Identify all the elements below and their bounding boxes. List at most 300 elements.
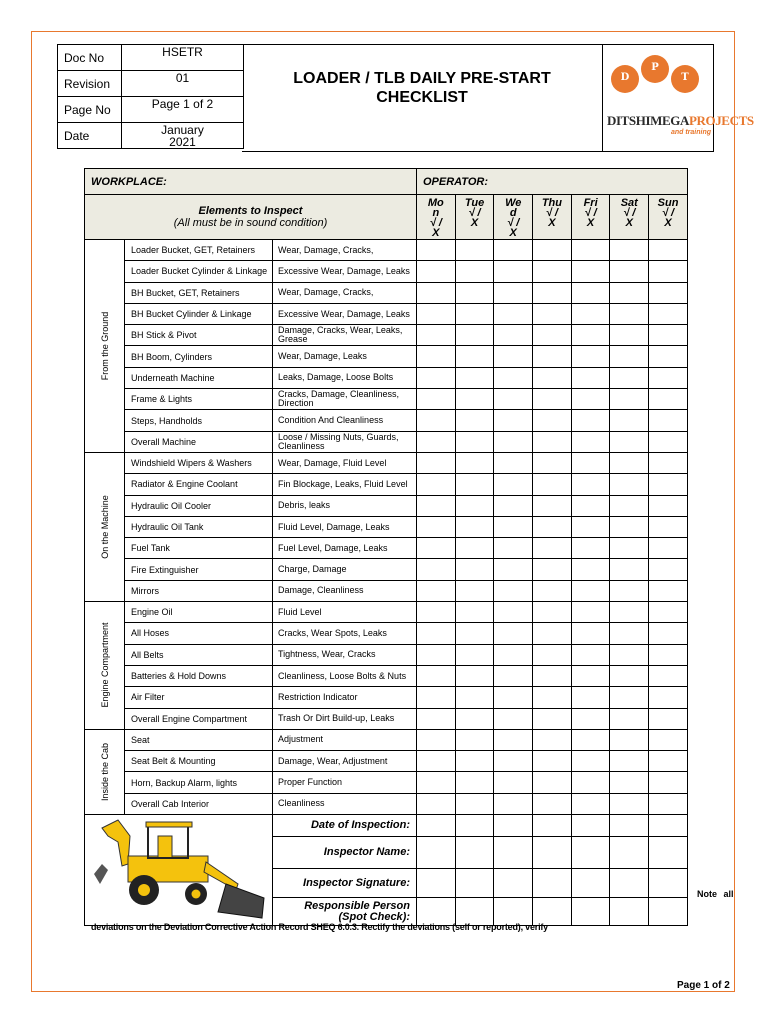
day-check-cell[interactable]	[417, 431, 456, 452]
day-check-cell[interactable]	[610, 729, 649, 750]
check-criteria: Fluid Level	[273, 602, 417, 623]
day-check-cell[interactable]	[494, 623, 533, 644]
day-check-cell[interactable]	[610, 410, 649, 431]
day-check-cell[interactable]	[610, 751, 649, 772]
day-check-cell[interactable]	[610, 538, 649, 559]
day-check-cell[interactable]	[649, 431, 688, 452]
day-check-cell[interactable]	[494, 282, 533, 303]
element-name: All Hoses	[125, 623, 273, 644]
day-check-cell[interactable]	[649, 346, 688, 367]
checklist-row	[85, 367, 688, 388]
day-check-cell[interactable]	[455, 665, 494, 686]
day-check-cell[interactable]	[494, 665, 533, 686]
day-check-cell[interactable]	[649, 538, 688, 559]
day-column-header: Mo n √ / X	[417, 195, 456, 240]
day-check-cell[interactable]	[533, 644, 572, 665]
day-check-cell[interactable]	[571, 516, 610, 537]
signoff-cell[interactable]	[455, 837, 494, 869]
day-check-cell[interactable]	[494, 325, 533, 346]
checklist-row	[85, 495, 688, 516]
day-check-cell[interactable]	[533, 346, 572, 367]
day-check-cell[interactable]	[533, 303, 572, 324]
day-check-cell[interactable]	[649, 282, 688, 303]
day-check-cell[interactable]	[494, 602, 533, 623]
day-check-cell[interactable]	[494, 538, 533, 559]
day-check-cell[interactable]	[610, 431, 649, 452]
day-check-cell[interactable]	[455, 410, 494, 431]
day-check-cell[interactable]	[455, 261, 494, 282]
day-check-cell[interactable]	[494, 261, 533, 282]
checklist-row	[85, 708, 688, 729]
check-criteria: Tightness, Wear, Cracks	[273, 644, 417, 665]
info-row	[58, 45, 244, 71]
check-criteria: Charge, Damage	[273, 559, 417, 580]
day-check-cell[interactable]	[649, 793, 688, 814]
day-check-cell[interactable]	[417, 751, 456, 772]
day-check-cell[interactable]	[533, 261, 572, 282]
day-check-cell[interactable]	[649, 261, 688, 282]
day-check-cell[interactable]	[571, 623, 610, 644]
day-check-cell[interactable]	[649, 367, 688, 388]
signoff-cell[interactable]	[455, 869, 494, 898]
check-criteria: Damage, Cracks, Wear, Leaks, Grease	[273, 325, 417, 346]
day-check-cell[interactable]	[649, 559, 688, 580]
day-check-cell[interactable]	[649, 325, 688, 346]
day-check-cell[interactable]	[417, 389, 456, 410]
info-label: Date	[58, 123, 122, 149]
day-check-cell[interactable]	[417, 367, 456, 388]
elements-subtitle: (All must be in sound condition)	[173, 217, 328, 229]
day-check-cell[interactable]	[649, 665, 688, 686]
section-label: Engine Compartment	[99, 622, 110, 708]
day-check-cell[interactable]	[649, 623, 688, 644]
day-check-cell[interactable]	[533, 495, 572, 516]
day-check-cell[interactable]	[455, 687, 494, 708]
section-label-cell	[85, 452, 125, 601]
day-check-cell[interactable]	[649, 772, 688, 793]
day-check-cell[interactable]	[610, 261, 649, 282]
day-check-cell[interactable]	[533, 772, 572, 793]
day-check-cell[interactable]	[610, 367, 649, 388]
day-check-cell[interactable]	[494, 793, 533, 814]
signoff-cell[interactable]	[417, 815, 456, 837]
day-check-cell[interactable]	[533, 751, 572, 772]
check-criteria: Leaks, Damage, Loose Bolts	[273, 367, 417, 388]
day-check-cell[interactable]	[533, 240, 572, 261]
day-check-cell[interactable]	[610, 772, 649, 793]
day-check-cell[interactable]	[455, 346, 494, 367]
signoff-cell[interactable]	[417, 869, 456, 898]
day-check-cell[interactable]	[455, 708, 494, 729]
day-check-cell[interactable]	[571, 367, 610, 388]
day-check-cell[interactable]	[455, 431, 494, 452]
day-check-cell[interactable]	[649, 644, 688, 665]
day-check-cell[interactable]	[455, 580, 494, 601]
check-criteria: Debris, leaks	[273, 495, 417, 516]
day-check-cell[interactable]	[649, 303, 688, 324]
check-criteria: Trash Or Dirt Build-up, Leaks	[273, 708, 417, 729]
day-check-cell[interactable]	[455, 325, 494, 346]
signoff-cell[interactable]	[610, 815, 649, 837]
title-area	[242, 44, 602, 152]
day-check-cell[interactable]	[455, 559, 494, 580]
column-header-row	[85, 195, 688, 240]
day-check-cell[interactable]	[610, 708, 649, 729]
day-check-cell[interactable]	[610, 644, 649, 665]
day-check-cell[interactable]	[649, 751, 688, 772]
day-check-cell[interactable]	[494, 303, 533, 324]
day-check-cell[interactable]	[494, 367, 533, 388]
checklist-row	[85, 559, 688, 580]
day-check-cell[interactable]	[610, 325, 649, 346]
day-check-cell[interactable]	[649, 580, 688, 601]
day-check-cell[interactable]	[455, 303, 494, 324]
day-check-cell[interactable]	[417, 516, 456, 537]
check-criteria: Wear, Damage, Leaks	[273, 346, 417, 367]
day-check-cell[interactable]	[610, 346, 649, 367]
day-check-cell[interactable]	[649, 495, 688, 516]
check-criteria: Wear, Damage, Fluid Level	[273, 452, 417, 473]
document-title	[242, 69, 602, 107]
day-check-cell[interactable]	[417, 708, 456, 729]
day-check-cell[interactable]	[417, 240, 456, 261]
day-check-cell[interactable]	[455, 516, 494, 537]
signoff-cell[interactable]	[417, 837, 456, 869]
note-all-text: Note all	[697, 889, 734, 899]
element-name: BH Boom, Cylinders	[125, 346, 273, 367]
day-check-cell[interactable]	[417, 793, 456, 814]
day-check-cell[interactable]	[494, 410, 533, 431]
day-check-cell[interactable]	[571, 644, 610, 665]
day-check-cell[interactable]	[417, 410, 456, 431]
day-check-cell[interactable]	[571, 793, 610, 814]
signoff-cell[interactable]	[610, 898, 649, 926]
section-label: Inside the Cab	[99, 742, 110, 801]
day-check-cell[interactable]	[417, 559, 456, 580]
day-check-cell[interactable]	[455, 367, 494, 388]
day-check-cell[interactable]	[571, 303, 610, 324]
signoff-cell[interactable]	[610, 837, 649, 869]
checklist-row	[85, 261, 688, 282]
day-check-cell[interactable]	[417, 623, 456, 644]
day-check-cell[interactable]	[417, 580, 456, 601]
logo-tagline: and training	[670, 129, 711, 136]
day-column-header: Sat √ / X	[610, 195, 649, 240]
day-check-cell[interactable]	[455, 474, 494, 495]
day-check-cell[interactable]	[533, 665, 572, 686]
day-column-header: Thu √ / X	[533, 195, 572, 240]
day-check-cell[interactable]	[533, 516, 572, 537]
logo-letter: D	[620, 72, 630, 83]
element-name: Loader Bucket, GET, Retainers	[125, 240, 273, 261]
element-name: Horn, Backup Alarm, lights	[125, 772, 273, 793]
day-check-cell[interactable]	[417, 602, 456, 623]
day-check-cell[interactable]	[494, 687, 533, 708]
day-check-cell[interactable]	[610, 623, 649, 644]
section-label-cell	[85, 602, 125, 730]
check-criteria: Proper Function	[273, 772, 417, 793]
checklist-row	[85, 751, 688, 772]
day-check-cell[interactable]	[533, 410, 572, 431]
check-criteria: Loose / Missing Nuts, Guards, Cleanliness	[273, 431, 417, 452]
day-check-cell[interactable]	[417, 729, 456, 750]
day-check-cell[interactable]	[649, 240, 688, 261]
element-name: Steps, Handholds	[125, 410, 273, 431]
signoff-cell[interactable]	[533, 869, 572, 898]
day-check-cell[interactable]	[417, 261, 456, 282]
day-check-cell[interactable]	[455, 389, 494, 410]
day-check-cell[interactable]	[610, 580, 649, 601]
day-check-cell[interactable]	[649, 410, 688, 431]
signoff-cell[interactable]	[494, 837, 533, 869]
day-check-cell[interactable]	[649, 602, 688, 623]
day-check-cell[interactable]	[571, 538, 610, 559]
workplace-field[interactable]: WORKPLACE:	[85, 169, 417, 195]
day-check-cell[interactable]	[494, 495, 533, 516]
signoff-cell[interactable]	[649, 869, 688, 898]
day-check-cell[interactable]	[533, 452, 572, 473]
day-check-cell[interactable]	[533, 282, 572, 303]
day-check-cell[interactable]	[494, 559, 533, 580]
day-column-header: We d √ / X	[494, 195, 533, 240]
backhoe-loader-image	[88, 814, 268, 922]
logo-name-a: DITSHIMEGA	[607, 113, 689, 128]
day-check-cell[interactable]	[571, 452, 610, 473]
check-criteria: Condition And Cleanliness	[273, 410, 417, 431]
signoff-cell[interactable]	[571, 898, 610, 926]
day-check-cell[interactable]	[610, 240, 649, 261]
day-check-cell[interactable]	[571, 729, 610, 750]
info-value: HSETR	[122, 45, 244, 71]
day-check-cell[interactable]	[571, 751, 610, 772]
day-check-cell[interactable]	[610, 282, 649, 303]
day-check-cell[interactable]	[533, 623, 572, 644]
day-check-cell[interactable]	[571, 389, 610, 410]
day-check-cell[interactable]	[455, 538, 494, 559]
day-check-cell[interactable]	[649, 516, 688, 537]
section-label-cell	[85, 729, 125, 814]
element-name: Fire Extinguisher	[125, 559, 273, 580]
signoff-cell[interactable]	[610, 869, 649, 898]
day-check-cell[interactable]	[455, 772, 494, 793]
info-value: January 2021	[122, 123, 244, 149]
day-check-cell[interactable]	[571, 708, 610, 729]
element-name: Overall Machine	[125, 431, 273, 452]
day-check-cell[interactable]	[494, 644, 533, 665]
check-criteria: Restriction Indicator	[273, 687, 417, 708]
signoff-cell[interactable]	[533, 815, 572, 837]
signoff-cell[interactable]	[649, 898, 688, 926]
signoff-cell[interactable]	[571, 815, 610, 837]
day-check-cell[interactable]	[610, 602, 649, 623]
day-check-cell[interactable]	[571, 282, 610, 303]
day-check-cell[interactable]	[649, 729, 688, 750]
day-check-cell[interactable]	[494, 580, 533, 601]
checklist-row	[85, 389, 688, 410]
day-check-cell[interactable]	[455, 729, 494, 750]
day-check-cell[interactable]	[649, 687, 688, 708]
day-check-cell[interactable]	[455, 751, 494, 772]
day-check-cell[interactable]	[610, 389, 649, 410]
signoff-cell[interactable]	[571, 837, 610, 869]
day-check-cell[interactable]	[455, 602, 494, 623]
day-check-cell[interactable]	[610, 559, 649, 580]
element-name: Batteries & Hold Downs	[125, 665, 273, 686]
day-check-cell[interactable]	[649, 708, 688, 729]
day-check-cell[interactable]	[533, 559, 572, 580]
day-check-cell[interactable]	[649, 474, 688, 495]
day-check-cell[interactable]	[571, 495, 610, 516]
checklist-row	[85, 516, 688, 537]
day-check-cell[interactable]	[455, 623, 494, 644]
day-check-cell[interactable]	[571, 261, 610, 282]
elements-title: Elements to Inspect	[198, 205, 303, 217]
day-check-cell[interactable]	[494, 751, 533, 772]
day-check-cell[interactable]	[533, 602, 572, 623]
day-check-cell[interactable]	[417, 772, 456, 793]
element-name: Overall Cab Interior	[125, 793, 273, 814]
element-name: BH Bucket, GET, Retainers	[125, 282, 273, 303]
check-criteria: Damage, Wear, Adjustment	[273, 751, 417, 772]
info-label: Page No	[58, 97, 122, 123]
day-check-cell[interactable]	[494, 389, 533, 410]
checklist-row	[85, 474, 688, 495]
day-check-cell[interactable]	[417, 452, 456, 473]
signoff-label: Date of Inspection:	[273, 815, 417, 837]
signoff-cell[interactable]	[494, 869, 533, 898]
day-check-cell[interactable]	[610, 474, 649, 495]
day-check-cell[interactable]	[417, 303, 456, 324]
day-check-cell[interactable]	[533, 708, 572, 729]
day-check-cell[interactable]	[571, 580, 610, 601]
day-check-cell[interactable]	[533, 580, 572, 601]
day-check-cell[interactable]	[571, 474, 610, 495]
check-criteria: Cleanliness, Loose Bolts & Nuts	[273, 665, 417, 686]
day-check-cell[interactable]	[417, 687, 456, 708]
element-name: Fuel Tank	[125, 538, 273, 559]
info-label: Doc No	[58, 45, 122, 71]
day-check-cell[interactable]	[571, 325, 610, 346]
element-name: Loader Bucket Cylinder & Linkage	[125, 261, 273, 282]
element-name: Mirrors	[125, 580, 273, 601]
day-check-cell[interactable]	[494, 452, 533, 473]
title-line-1: LOADER / TLB DAILY PRE-START	[293, 70, 551, 87]
day-check-cell[interactable]	[417, 665, 456, 686]
day-check-cell[interactable]	[417, 495, 456, 516]
day-check-cell[interactable]	[417, 474, 456, 495]
day-check-cell[interactable]	[610, 452, 649, 473]
day-check-cell[interactable]	[533, 538, 572, 559]
day-check-cell[interactable]	[455, 793, 494, 814]
day-check-cell[interactable]	[610, 516, 649, 537]
day-check-cell[interactable]	[571, 559, 610, 580]
signoff-cell[interactable]	[571, 869, 610, 898]
day-check-cell[interactable]	[533, 325, 572, 346]
operator-field[interactable]: OPERATOR:	[417, 169, 688, 195]
day-check-cell[interactable]	[494, 431, 533, 452]
signoff-cell[interactable]	[533, 837, 572, 869]
checklist-table	[84, 168, 688, 926]
day-check-cell[interactable]	[649, 452, 688, 473]
day-check-cell[interactable]	[417, 346, 456, 367]
signoff-cell[interactable]	[494, 815, 533, 837]
logo-letter: P	[651, 62, 659, 73]
day-check-cell[interactable]	[533, 431, 572, 452]
day-check-cell[interactable]	[610, 495, 649, 516]
day-check-cell[interactable]	[494, 346, 533, 367]
document-info-table	[57, 44, 244, 149]
check-criteria: Cleanliness	[273, 793, 417, 814]
day-check-cell[interactable]	[571, 602, 610, 623]
day-check-cell[interactable]	[533, 729, 572, 750]
day-check-cell[interactable]	[494, 708, 533, 729]
day-column-header: Tue √ / X	[455, 195, 494, 240]
day-check-cell[interactable]	[455, 495, 494, 516]
day-check-cell[interactable]	[417, 325, 456, 346]
day-check-cell[interactable]	[610, 793, 649, 814]
day-check-cell[interactable]	[649, 389, 688, 410]
signoff-cell[interactable]	[455, 815, 494, 837]
gear-icon	[641, 55, 669, 83]
signoff-label: Inspector Signature:	[273, 869, 417, 898]
day-check-cell[interactable]	[533, 389, 572, 410]
day-check-cell[interactable]	[455, 452, 494, 473]
day-check-cell[interactable]	[494, 772, 533, 793]
day-check-cell[interactable]	[571, 431, 610, 452]
check-criteria: Fluid Level, Damage, Leaks	[273, 516, 417, 537]
day-check-cell[interactable]	[494, 729, 533, 750]
day-check-cell[interactable]	[417, 644, 456, 665]
day-check-cell[interactable]	[455, 644, 494, 665]
element-name: BH Stick & Pivot	[125, 325, 273, 346]
check-criteria: Wear, Damage, Cracks,	[273, 240, 417, 261]
day-check-cell[interactable]	[417, 282, 456, 303]
day-check-cell[interactable]	[610, 665, 649, 686]
day-check-cell[interactable]	[610, 687, 649, 708]
element-name: Hydraulic Oil Tank	[125, 516, 273, 537]
day-check-cell[interactable]	[455, 240, 494, 261]
check-criteria: Fin Blockage, Leaks, Fluid Level	[273, 474, 417, 495]
day-check-cell[interactable]	[533, 367, 572, 388]
day-check-cell[interactable]	[571, 410, 610, 431]
day-check-cell[interactable]	[571, 772, 610, 793]
checklist-row	[85, 303, 688, 324]
day-check-cell[interactable]	[571, 346, 610, 367]
day-check-cell[interactable]	[610, 303, 649, 324]
check-criteria: Cracks, Wear Spots, Leaks	[273, 623, 417, 644]
checklist-row	[85, 772, 688, 793]
day-check-cell[interactable]	[494, 516, 533, 537]
logo-letter: T	[681, 72, 689, 83]
signoff-cell[interactable]	[649, 815, 688, 837]
day-check-cell[interactable]	[571, 240, 610, 261]
day-check-cell[interactable]	[533, 793, 572, 814]
day-check-cell[interactable]	[533, 687, 572, 708]
day-check-cell[interactable]	[417, 538, 456, 559]
day-column-header: Fri √ / X	[571, 195, 610, 240]
day-check-cell[interactable]	[571, 665, 610, 686]
day-check-cell[interactable]	[571, 687, 610, 708]
check-criteria: Excessive Wear, Damage, Leaks	[273, 303, 417, 324]
workplace-operator-row	[85, 169, 688, 195]
signoff-cell[interactable]	[649, 837, 688, 869]
day-check-cell[interactable]	[455, 282, 494, 303]
day-check-cell[interactable]	[494, 474, 533, 495]
element-name: All Belts	[125, 644, 273, 665]
section-label-cell	[85, 240, 125, 453]
day-check-cell[interactable]	[533, 474, 572, 495]
day-check-cell[interactable]	[494, 240, 533, 261]
